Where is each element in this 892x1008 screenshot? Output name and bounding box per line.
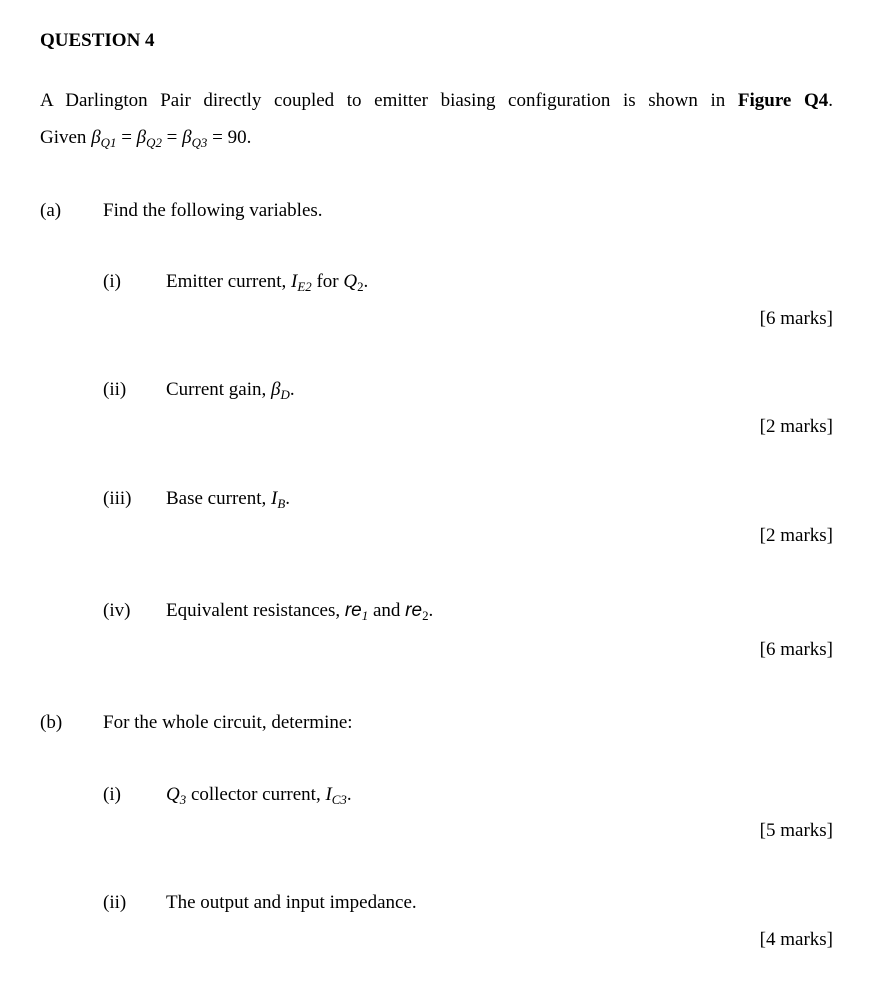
equals-sign: = [161, 127, 183, 148]
part-b-item-1-label: (i) [103, 784, 121, 805]
item-text: . [346, 784, 352, 805]
symbol: I [291, 271, 298, 292]
item-text: Current gain, [166, 379, 272, 400]
part-a-text: Find the following variables. [103, 200, 323, 221]
part-b-item-2-text: The output and input impedance. [166, 892, 417, 913]
question-intro-line-2 [40, 127, 251, 149]
question-title: QUESTION 4 [40, 30, 155, 51]
intro-period: . [828, 90, 833, 111]
beta-symbol: β [182, 127, 192, 148]
part-a-item-3-marks: [2 marks] [759, 525, 833, 546]
part-a-item-4-label: (iv) [103, 600, 131, 621]
item-text: Base current, [166, 488, 271, 509]
item-text: for [311, 271, 344, 292]
symbol-subscript: B [277, 495, 286, 511]
intro-text: A Darlington Pair directly coupled to emitter biasing configuration is shown in [40, 90, 738, 111]
part-a-item-2-label: (ii) [103, 379, 127, 400]
symbol-subscript: D [280, 386, 290, 402]
question-intro-line-1 [40, 90, 833, 112]
item-text: . [289, 379, 295, 400]
part-a-item-1-marks: [6 marks] [759, 308, 833, 329]
part-b-text: For the whole circuit, determine: [103, 712, 353, 733]
period: . [246, 127, 252, 148]
item-text: . [428, 600, 434, 621]
item-text: . [363, 271, 369, 292]
beta-sub-q3: Q3 [191, 134, 208, 150]
beta-sub-q2: Q2 [146, 134, 162, 150]
symbol: I [270, 488, 278, 509]
item-text: and [368, 600, 406, 621]
part-a-item-2-text [166, 379, 295, 401]
part-a-item-3-text [166, 488, 290, 510]
part-b-item-2-marks: [4 marks] [759, 929, 833, 950]
symbol: re [405, 600, 423, 621]
item-text: collector current, [186, 784, 326, 805]
symbol: β [271, 379, 281, 400]
item-text: . [285, 488, 290, 509]
beta-symbol: β [91, 127, 101, 148]
symbol-subscript: C3 [331, 791, 347, 807]
figure-reference: Figure Q4 [737, 90, 829, 111]
part-b-item-1-text [166, 784, 352, 806]
beta-value: 90 [227, 127, 247, 148]
given-label: Given [40, 127, 92, 148]
part-a-item-1-text [166, 271, 368, 293]
symbol-subscript: E2 [297, 278, 312, 294]
beta-symbol: β [136, 127, 147, 148]
symbol: I [325, 784, 332, 805]
part-a-item-4-marks: [6 marks] [759, 639, 833, 660]
symbol: Q [343, 271, 358, 292]
symbol: Q [166, 784, 180, 805]
symbol-subscript: 3 [179, 791, 187, 807]
item-text: Emitter current, [166, 271, 292, 292]
equals-sign: = [116, 127, 137, 148]
part-a-item-4-text [166, 600, 433, 622]
beta-sub-q1: Q1 [100, 134, 117, 150]
item-text: Equivalent resistances, [166, 600, 345, 621]
part-b-label: (b) [40, 712, 63, 733]
part-a-item-3-label: (iii) [103, 488, 132, 509]
equals-sign: = [207, 127, 228, 148]
part-b-item-2-label: (ii) [103, 892, 127, 913]
part-b-item-1-marks: [5 marks] [759, 820, 833, 841]
part-a-item-2-marks: [2 marks] [759, 416, 833, 437]
symbol: re [344, 600, 362, 621]
symbol-subscript: 2 [422, 607, 429, 623]
part-a-label: (a) [40, 200, 62, 221]
part-a-item-1-label: (i) [103, 271, 121, 292]
symbol-subscript: 1 [361, 607, 369, 623]
symbol-subscript: 2 [357, 278, 364, 294]
